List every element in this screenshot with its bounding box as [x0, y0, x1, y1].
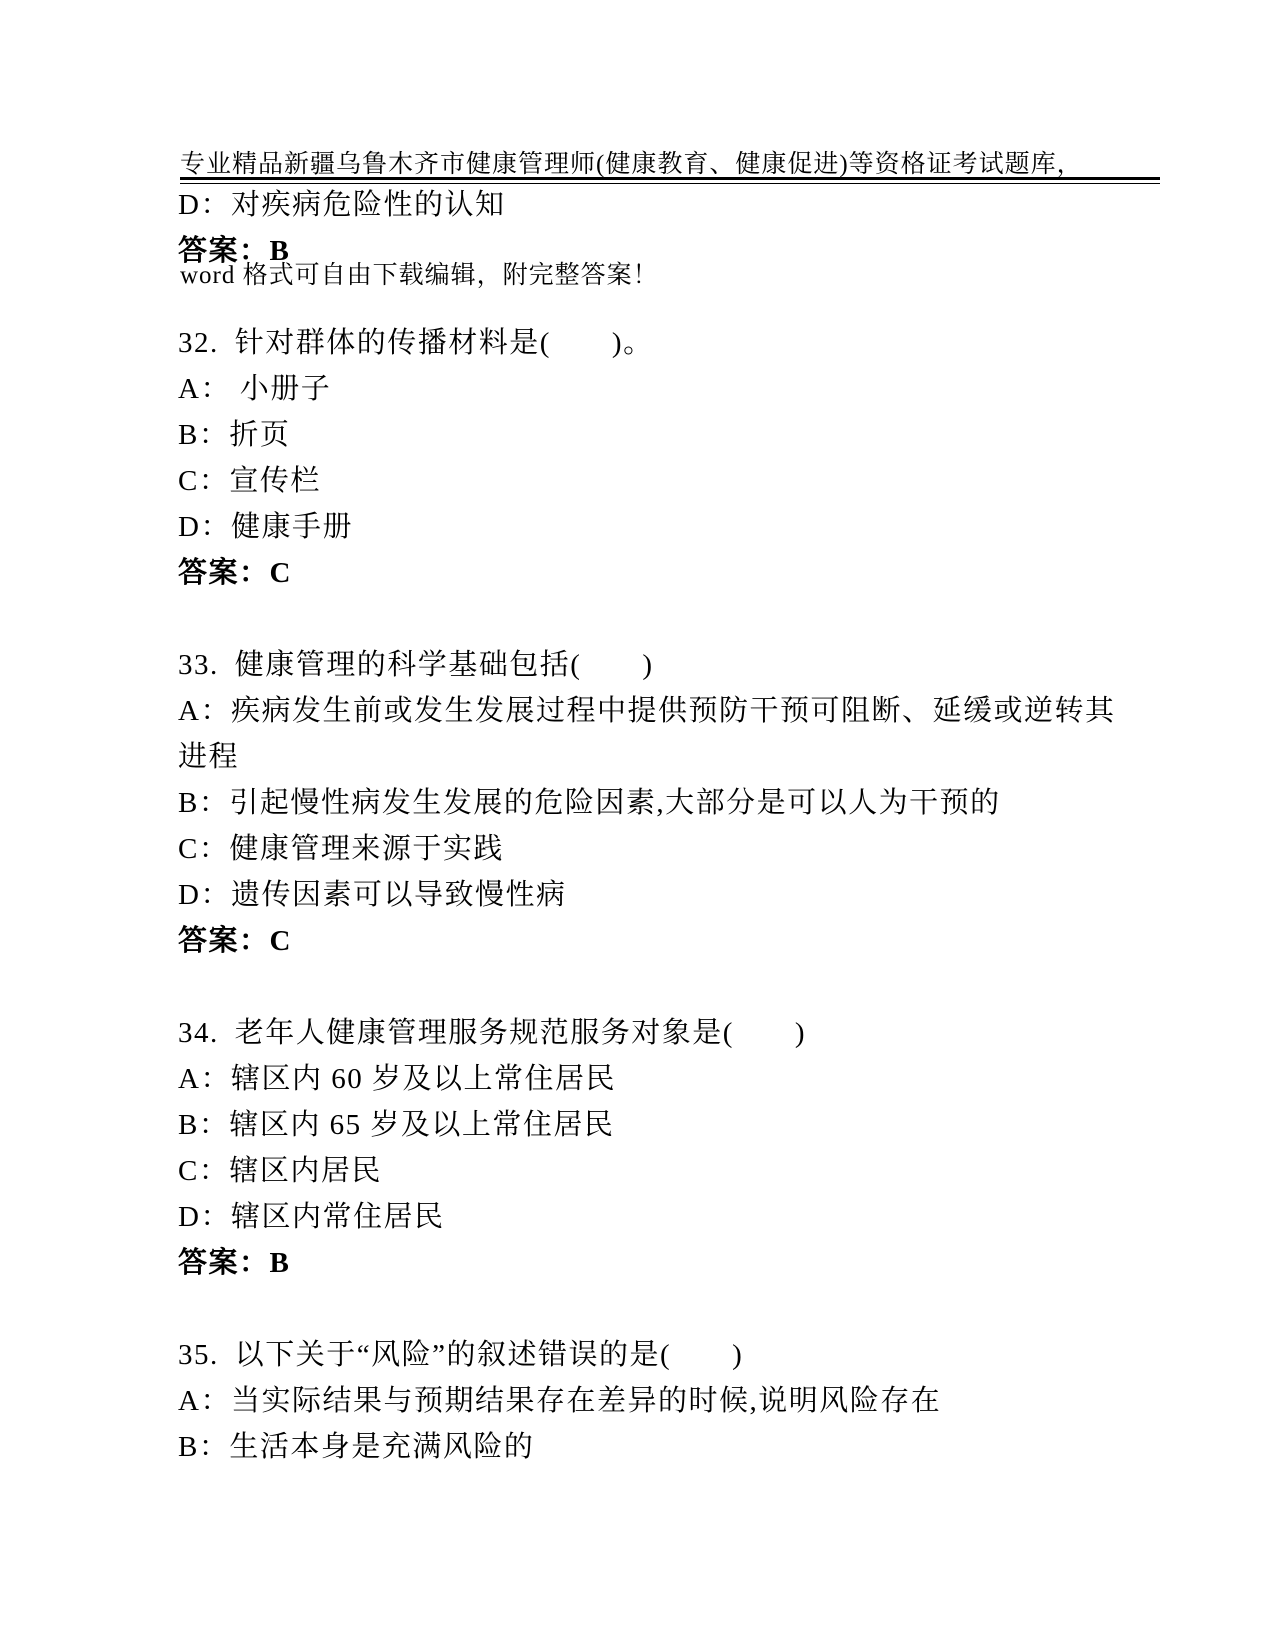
- option-text: 宣传栏: [229, 465, 321, 497]
- option-label: C：: [178, 465, 230, 497]
- option-line: [178, 366, 1118, 412]
- answer-value: C: [269, 925, 292, 957]
- option-label: C：: [178, 833, 230, 865]
- answer-value: B: [269, 1247, 291, 1279]
- option-label: A：: [178, 1385, 231, 1417]
- option-line: [178, 780, 1118, 826]
- option-line: [178, 1056, 1118, 1102]
- option-text: 辖区内 60 岁及以上常住居民: [230, 1063, 616, 1095]
- option-text: 辖区内 65 岁及以上常住居民: [229, 1109, 615, 1141]
- option-line: [178, 1102, 1118, 1148]
- option-line: [178, 412, 1118, 458]
- option-text: 辖区内常住居民: [230, 1201, 445, 1233]
- header-line-1: 专业精品新疆乌鲁木齐市健康管理师(健康教育、健康促进)等资格证考试题库，: [180, 151, 1083, 178]
- answer-line: [178, 918, 1118, 964]
- option-text: 当实际结果与预期结果存在差异的时候,说明风险存在: [230, 1385, 942, 1417]
- option-text: 健康手册: [230, 511, 353, 543]
- question-text: 健康管理的科学基础包括( ): [234, 649, 654, 681]
- option-text: 小册子: [230, 373, 332, 405]
- question-number: 32.: [178, 327, 219, 359]
- question-number: 34.: [178, 1017, 219, 1049]
- question-text: 以下关于“风险”的叙述错误的是( ): [234, 1339, 744, 1371]
- question-stem: [178, 642, 1118, 688]
- document-body: [178, 182, 1118, 1470]
- option-text: 对疾病危险性的认知: [230, 189, 506, 221]
- option-label: B：: [178, 787, 230, 819]
- question-text: 老年人健康管理服务规范服务对象是( ): [234, 1017, 807, 1049]
- option-line: [178, 1378, 1118, 1424]
- option-line: [178, 1194, 1118, 1240]
- option-label: A：: [178, 1063, 231, 1095]
- answer-line: [178, 550, 1118, 596]
- option-line: [178, 504, 1118, 550]
- option-text: 疾病发生前或发生发展过程中提供预防干预可阻断、延缓或逆转其进程: [178, 695, 1116, 773]
- option-line: [178, 688, 1118, 780]
- question-stem: [178, 320, 1118, 366]
- option-label: D：: [178, 1201, 231, 1233]
- option-line: [178, 826, 1118, 872]
- question-number: 35.: [178, 1339, 219, 1371]
- option-label: A：: [178, 373, 231, 405]
- option-line: [178, 458, 1118, 504]
- answer-prefix: 答案：: [178, 925, 270, 957]
- option-label: C：: [178, 1155, 230, 1187]
- answer-prefix: 答案：: [178, 235, 270, 267]
- question-stem: [178, 1010, 1118, 1056]
- answer-prefix: 答案：: [178, 557, 270, 589]
- option-text: 引起慢性病发生发展的危险因素,大部分是可以人为干预的: [229, 787, 1001, 819]
- question-stem: [178, 1332, 1118, 1378]
- option-label: B：: [178, 1431, 230, 1463]
- question-text: 针对群体的传播材料是( )。: [234, 327, 654, 359]
- option-text: 健康管理来源于实践: [229, 833, 504, 865]
- option-label: D：: [178, 511, 231, 543]
- option-line: [178, 872, 1118, 918]
- option-label: D：: [178, 879, 231, 911]
- option-line: [178, 1148, 1118, 1194]
- option-label: A：: [178, 695, 231, 727]
- option-label: B：: [178, 1109, 230, 1141]
- option-text: 生活本身是充满风险的: [229, 1431, 535, 1463]
- answer-line: [178, 1240, 1118, 1286]
- option-line: [178, 1424, 1118, 1470]
- option-label: D：: [178, 189, 231, 221]
- option-line: [178, 182, 1118, 228]
- option-text: 辖区内居民: [229, 1155, 382, 1187]
- answer-value: B: [269, 235, 291, 267]
- answer-prefix: 答案：: [178, 1247, 270, 1279]
- answer-line: [178, 228, 1118, 274]
- option-text: 折页: [229, 419, 291, 451]
- question-number: 33.: [178, 649, 219, 681]
- option-label: B：: [178, 419, 230, 451]
- option-text: 遗传因素可以导致慢性病: [230, 879, 567, 911]
- answer-value: C: [269, 557, 292, 589]
- header-line-2: word 格式可自由下载编辑，附完整答案！: [180, 262, 659, 289]
